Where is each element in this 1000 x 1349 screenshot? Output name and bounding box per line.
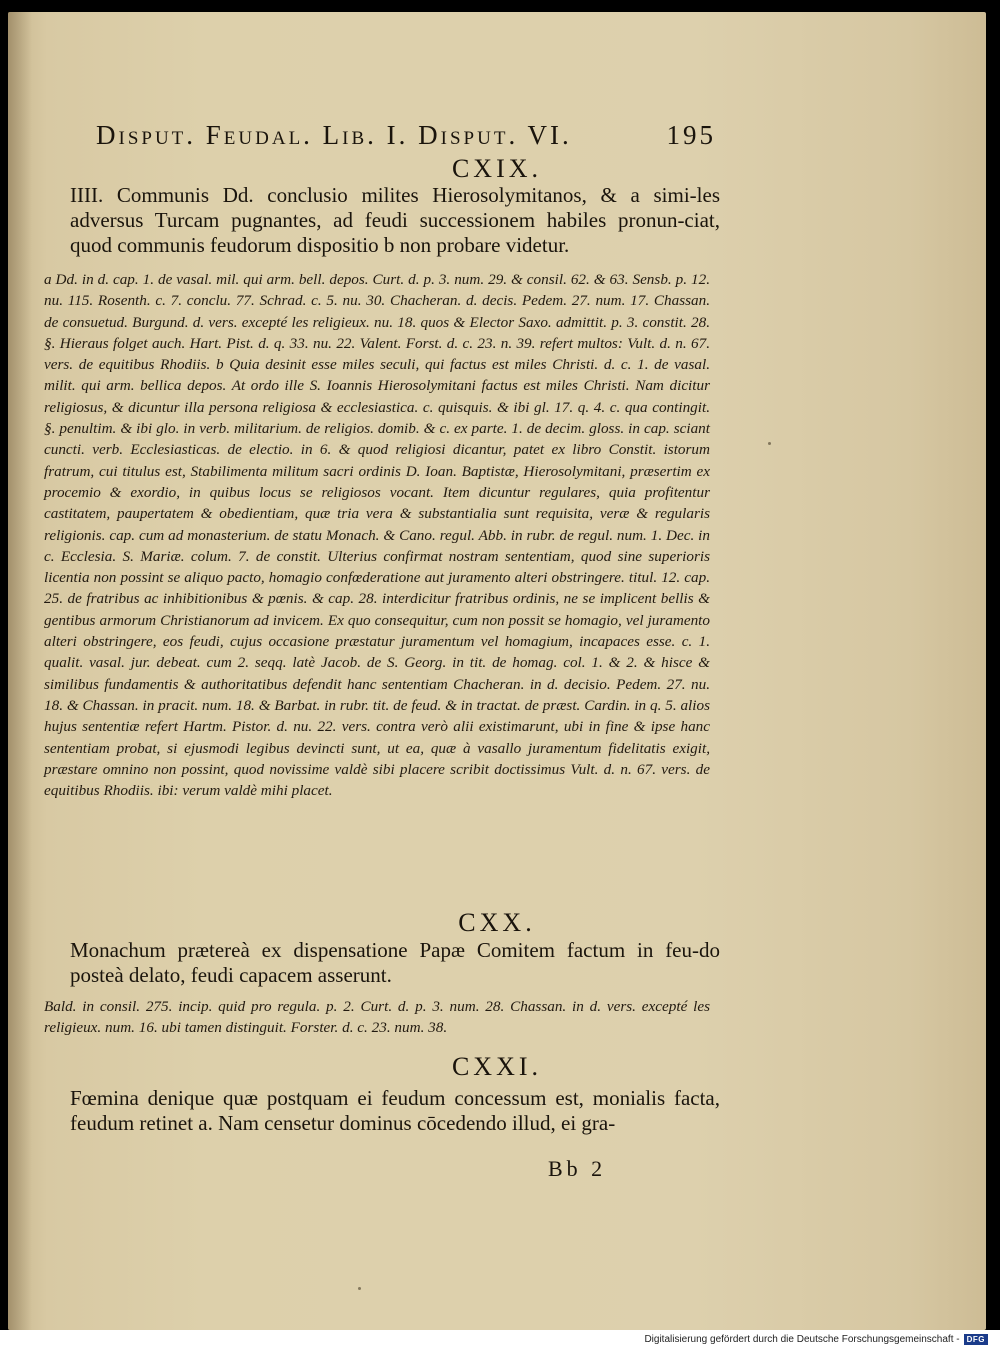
running-head-title: Disput. Feudal. Lib. I. Disput. VI. [96,120,572,150]
paper-speck [768,442,771,445]
running-head [96,120,716,151]
page-number: 195 [666,120,716,150]
dfg-logo-icon: DFG [964,1334,988,1345]
notes-paragraph: a Dd. in d. cap. 1. de vasal. mil. qui arm. bell. depos. Curt. d. p. 3. num. 29. & consil. 62. & 63. Sensb. p. 12. nu. 115. Rosenth. c. 7. conclu. 77. Schrad. c. 5. nu. 30. Chacheran. d. decis. Pedem. 27. num. 17. Chassan. de consuetud. Burgund. d. vers. excepté les religieux. nu. 18. quos & Elector Saxo. admittit. p. 3. constit. 28. §. Hieraus folget auch. Hart. Pist. d. q. 33. nu. 22. Valent. Forst. d. c. 23. n. 39. refert multos: Vult. d. n. 67. vers. de equitibus Rhodiis. b Quia desinit esse miles seculi, qui factus est miles Christi. d. c. 1. de vasal. milit. qui arm. bellica depos. At ordo ille S. Ioannis Hierosolymitani factus est miles Christi. Nam dicitur religiosus, & dicuntur illa persona religiosa & ecclesiastica. c. quisquis. & ibi gl. 17. q. 4. c. qua contingit. §. penultim. & ibi glo. in verb. militarium. de religios. domib. & c. ex parte. 1. de decim. gloss. in cap. sciant cuncti. verb. Ecclesiasticas. de electio. in 6. & quod religiosi dicantur, patet ex libro Constit. istorum fratrum, cui titulus est, Stabilimenta militum sacri ordinis D. Ioan. Baptistæ, Hierosolymitani, præsertim ex procemio & exordio, in quibus locus se religiosos vocant. Item dicuntur regulares, quia profitentur castitatem, paupertatem & obedientiam, quæ tria vera & substantialia sunt requisita, veræ & regularis religionis. cap. cum ad monasterium. de statu Monach. & Cano. regul. Abb. in rubr. de regul. num. 1. Dec. in c. Ecclesia. S. Mariæ. colum. 7. de constit. Ulterius confirmat nostram sententiam, quod sine superioris licentia non possint se aliquo pacto, homagio confœderatione aut juramento alteri obstringere. titul. 12. cap. 25. de fratribus ac inhibitionibus & pœnis. & cap. 28. interdicitur fratribus ordinis, ne se implicent bellis & gentibus armorum Christianorum ad invicem. Ex quo consequitur, cum non possit se homagio, vel juramento alteri obstringere, eos feudi, cujus occasione præstatur juramentum vel homagium, incapaces esse. c. 1. qualit. vasal. jur. debeat. cum 2. seqq. latè Jacob. de S. Georg. in tit. de homag. col. 1. & 2. & hisce & similibus fundamentis & authoritatibus defendit hanc sententiam Chacheran. in d. decisio. Pedem. 27. nu. 18. & Chassan. in pracit. num. 18. & Barbat. in rubr. tit. de feud. & in tractat. de præst. Cardin. in q. 5. alios hujus sententiæ refert Hartm. Pistor. d. nu. 22. vers. contra verò alii existimarunt, ubi in fine & ipse hanc sententiam probat, si ejusmodi legibus devincti sunt, ut ea, quæ à vasallo juramentum fidelitatis exigit, præstare omnino non possint, quod novissime valdè sibi placere scribit doctissimus Vult. d. n. 67. vers. de equitibus Rhodiis. ibi: verum valdè mihi placet. [44,271,710,800]
paper-speck [358,1287,361,1290]
section-paragraph: Fœmina denique quæ postquam ei feudum concessum est, monialis facta, feudum retinet a. Nam censetur dominus cōcedendo illud, ei gra- [70,1086,720,1135]
section-number: CXX. [458,908,536,937]
section-paragraph: Monachum prætereà ex dispensatione Papæ Comitem factum in feu-do posteà delato, feudi capacem asserunt. [70,938,720,987]
section-text [70,183,720,258]
section-text [70,938,720,988]
section-number: CXXI. [451,1052,543,1081]
section-notes [44,996,710,1039]
digitization-footer [0,1330,1000,1349]
catchword: Bb 2 [548,1156,607,1181]
section-text [70,1086,720,1136]
footer-text: Digitalisierung gefördert durch die Deutsche Forschungsgemeinschaft - [644,1334,960,1345]
notes-paragraph: Bald. in consil. 275. incip. quid pro regula. p. 2. Curt. d. p. 3. num. 28. Chassan. in d. vers. excepté les religieux. num. 16. ubi tamen distinguit. Forster. d. c. 23. num. 38. [44,998,710,1037]
section-notes [44,269,710,801]
book-page [8,12,986,1330]
section-paragraph: IIII. Communis Dd. conclusio milites Hierosolymitanos, & a simi-les adversus Turcam pugnantes, ad feudi successionem habiles pronun-ciat, quod communis feudorum dispositio b non probare videtur. [70,183,720,257]
section-number: CXIX. [451,154,543,183]
